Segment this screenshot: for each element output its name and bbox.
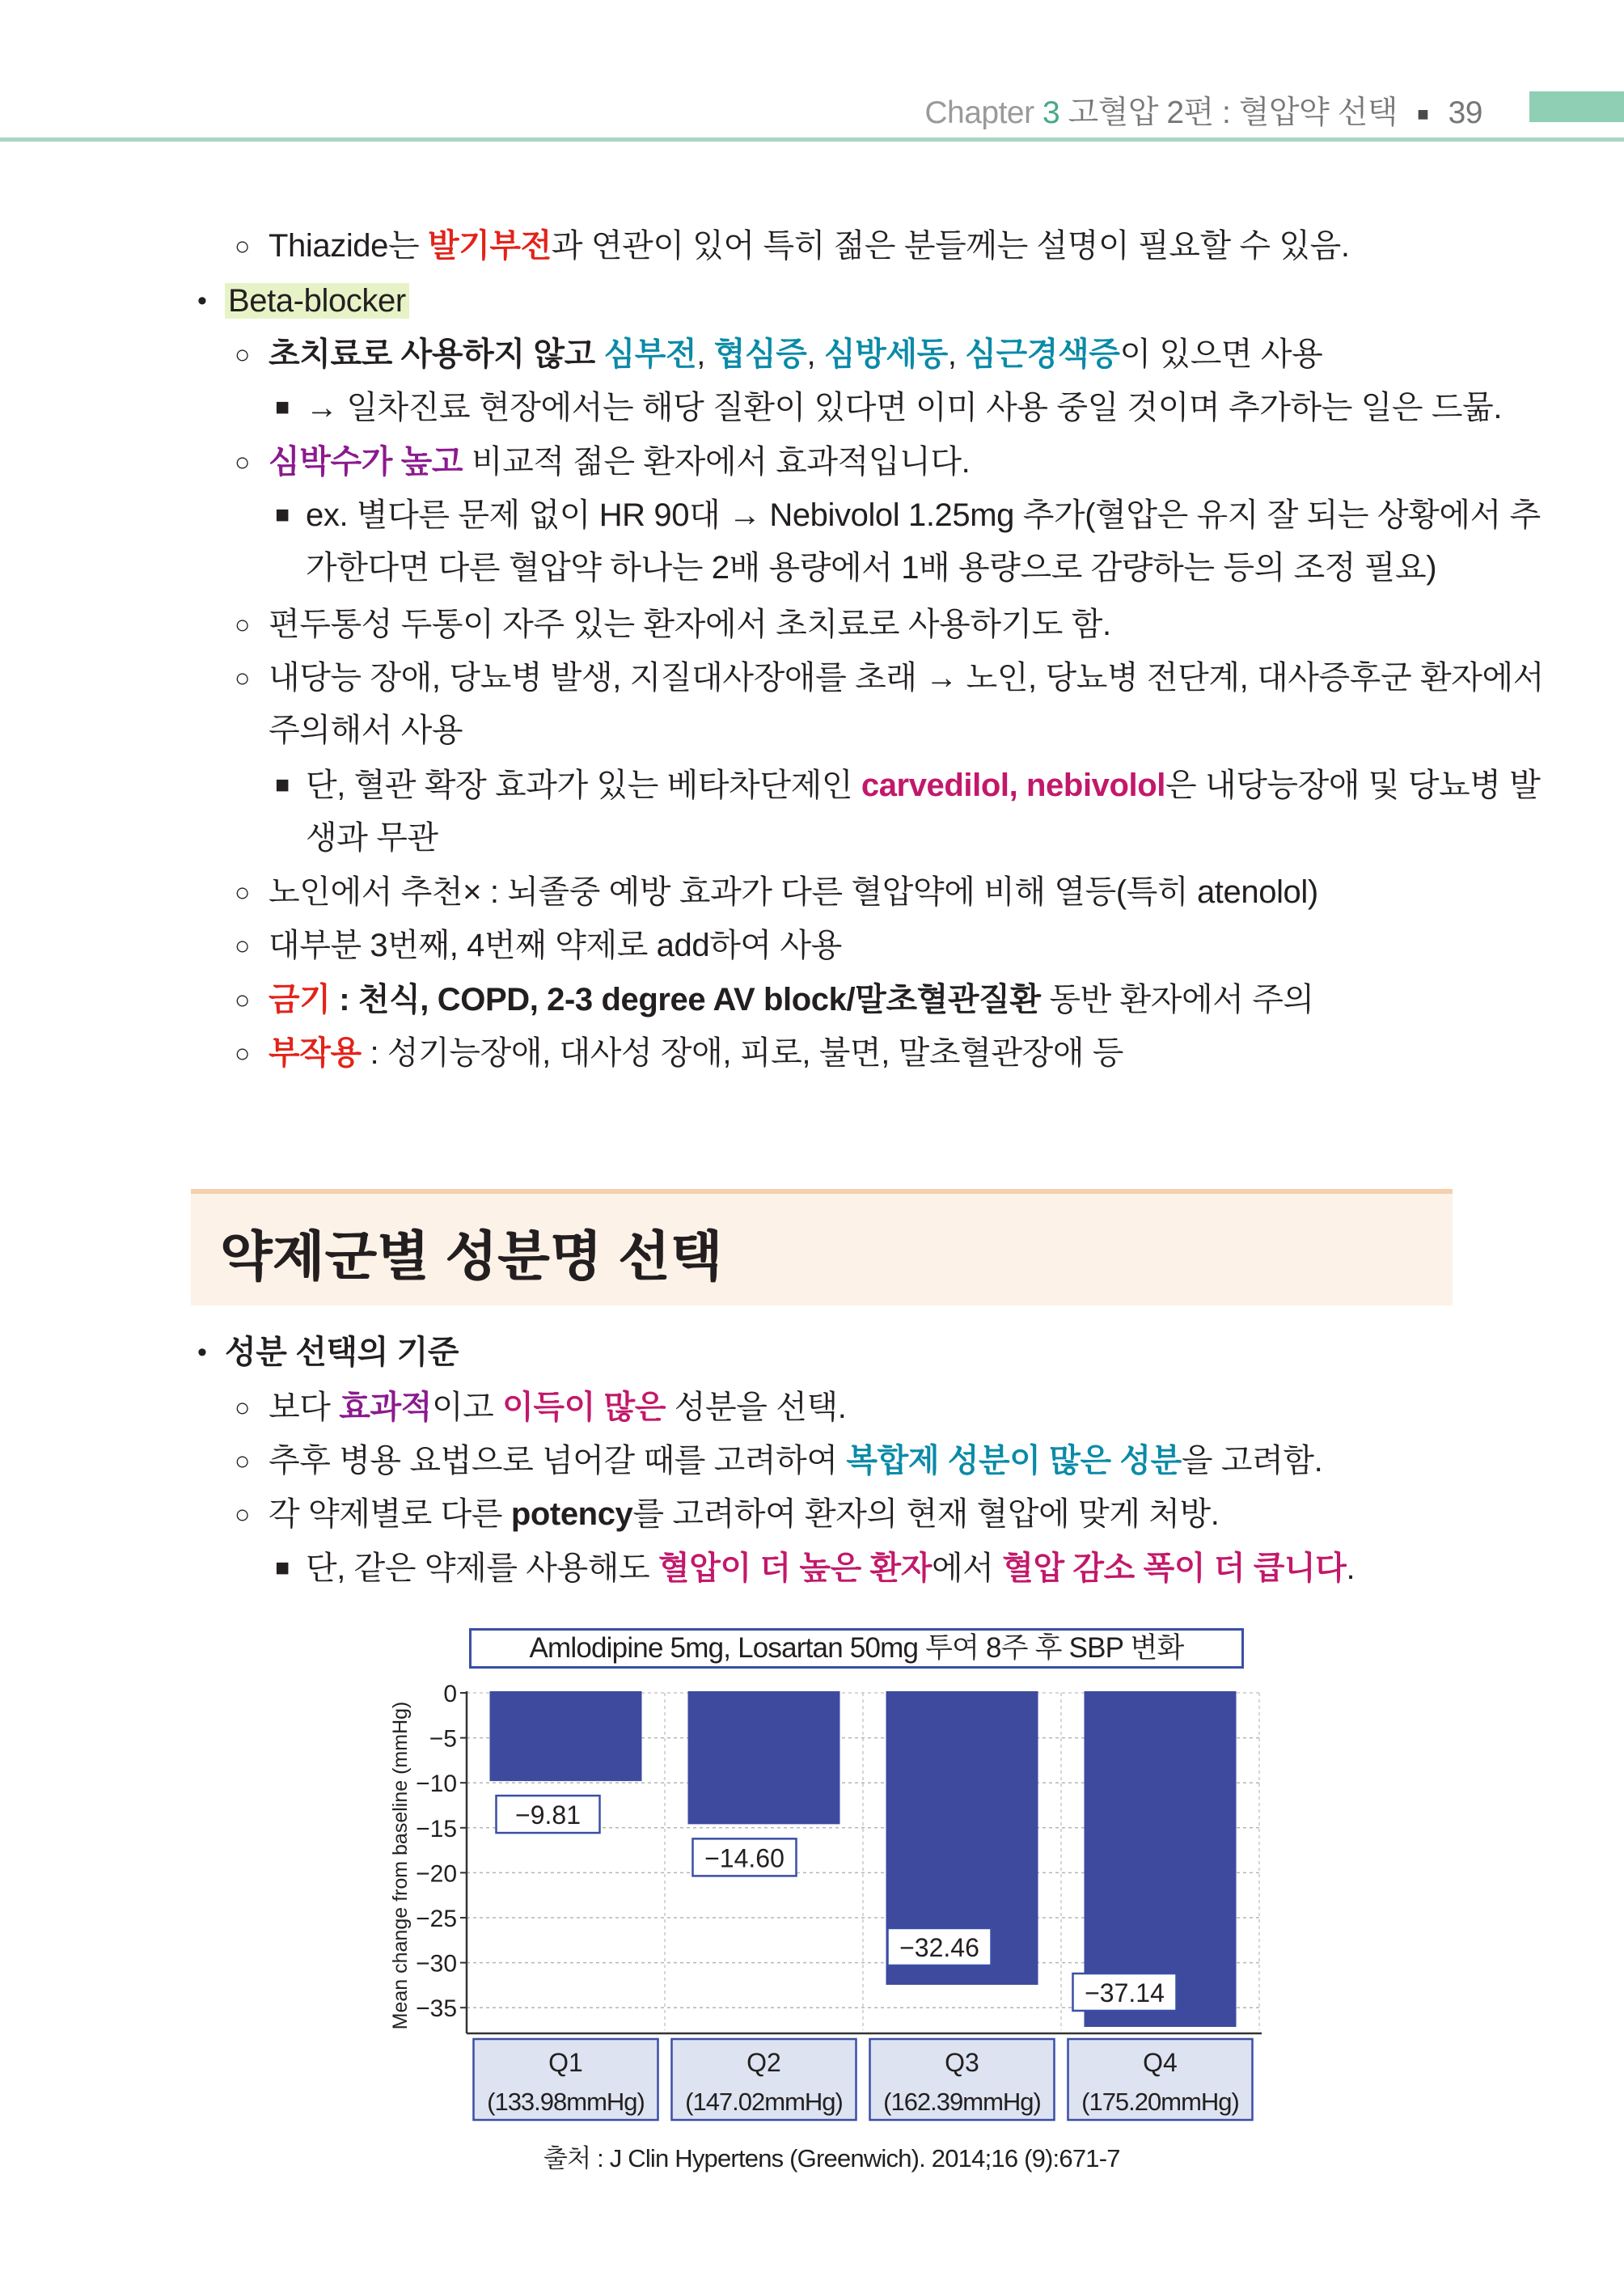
bar-q1 bbox=[490, 1691, 642, 1781]
list-item-continued: 생과 무관 bbox=[306, 820, 438, 856]
data-label: −37.14 bbox=[1085, 1978, 1165, 2007]
list-item: ■ → 일차진료 현장에서는 해당 질환이 있다면 이미 사용 중일 것이며 추가하는 일은 드묾. bbox=[306, 387, 1502, 429]
list-item: ○ 추후 병용 요법으로 넘어갈 때를 고려하여 복합제 성분이 많은 성분을 고려함. bbox=[269, 1440, 1322, 1482]
data-label: −14.60 bbox=[704, 1843, 785, 1873]
circle-bullet: ○ bbox=[235, 1393, 250, 1422]
circle-bullet: ○ bbox=[235, 878, 250, 907]
circle-bullet: ○ bbox=[235, 1446, 250, 1475]
chapter-tab bbox=[1529, 91, 1624, 122]
circle-bullet: ○ bbox=[235, 447, 250, 476]
circle-bullet: ○ bbox=[235, 931, 250, 960]
beta-blocker-heading: Beta-blocker bbox=[225, 283, 409, 319]
circle-bullet: ○ bbox=[235, 340, 250, 369]
list-item: • 성분 선택의 기준 bbox=[225, 1331, 459, 1373]
x-tick-sublabel: (133.98mmHg) bbox=[487, 2088, 645, 2116]
chapter-title: 고혈압 2편 : 혈압약 선택 bbox=[1068, 95, 1398, 130]
square-bullet: ■ bbox=[275, 772, 290, 798]
bar-chart bbox=[388, 1626, 1278, 2192]
square-bullet: ■ bbox=[275, 394, 290, 421]
y-tick-label: −5 bbox=[429, 1725, 457, 1753]
circle-bullet: ○ bbox=[235, 231, 250, 260]
list-item: ○ 초치료로 사용하지 않고 심부전, 협심증, 심방세동, 심근경색증이 있으면 사용 bbox=[269, 333, 1322, 375]
list-item-continued: 가한다면 다른 혈압약 하나는 2배 용량에서 1배 용량으로 감량하는 등의 조정 필요) bbox=[306, 550, 1437, 586]
list-item: ○ 부작용 : 성기능장애, 대사성 장애, 피로, 불면, 말초혈관장애 등 bbox=[269, 1032, 1123, 1074]
dot-bullet: • bbox=[197, 1337, 207, 1368]
x-tick-label: Q1 bbox=[548, 2048, 583, 2077]
dot-bullet: • bbox=[197, 286, 207, 316]
circle-bullet: ○ bbox=[235, 985, 250, 1014]
y-tick-label: −15 bbox=[416, 1815, 457, 1842]
chapter-number: 3 bbox=[1042, 95, 1060, 130]
y-tick-label: −25 bbox=[416, 1906, 457, 1932]
circle-bullet: ○ bbox=[235, 663, 250, 692]
source-citation: 출처 : J Clin Hypertens (Greenwich). 2014;16 (9):671-7 bbox=[543, 2144, 1120, 2172]
list-item: ○ 내당능 장애, 당뇨병 발생, 지질대사장애를 초래 → 노인, 당뇨병 전단계, 대사증후군 환자에서 bbox=[269, 657, 1544, 699]
list-item: ■ 단, 혈관 확장 효과가 있는 베타차단제인 carvedilol, nebivolol은 내당능장애 및 당뇨병 발 bbox=[306, 764, 1541, 806]
y-axis-label: Mean change from baseline (mmHg) bbox=[389, 1701, 412, 2030]
data-label: −32.46 bbox=[899, 1932, 979, 1962]
page-number: 39 bbox=[1448, 95, 1482, 130]
list-item: ○ 각 약제별로 다른 potency를 고려하여 환자의 현재 혈압에 맞게 처방. bbox=[269, 1493, 1219, 1535]
x-tick-label: Q3 bbox=[945, 2048, 979, 2077]
list-item: ○ 금기 : 천식, COPD, 2-3 degree AV block/말초혈관질환 동반 환자에서 주의 bbox=[269, 979, 1314, 1021]
list-item: ■ ex. 별다른 문제 없이 HR 90대 → Nebivolol 1.25mg 추가(혈압은 유지 잘 되는 상황에서 추 bbox=[306, 494, 1541, 536]
list-item: ○ Thiazide는 발기부전과 연관이 있어 특히 젊은 분들께는 설명이 필요할 수 있음. bbox=[269, 225, 1350, 267]
x-tick-label: Q2 bbox=[746, 2048, 781, 2077]
list-item: ○ 편두통성 두통이 자주 있는 환자에서 초치료로 사용하기도 함. bbox=[269, 603, 1111, 645]
square-bullet: ■ bbox=[275, 1555, 290, 1581]
page-header bbox=[0, 0, 1624, 146]
data-label: −9.81 bbox=[515, 1800, 581, 1830]
list-item bbox=[197, 280, 409, 322]
y-tick-label: −10 bbox=[416, 1771, 457, 1798]
chapter-label: Chapter bbox=[924, 95, 1034, 130]
x-tick-sublabel: (175.20mmHg) bbox=[1081, 2088, 1239, 2116]
y-tick-label: −35 bbox=[416, 1995, 457, 2023]
header-separator: ■ bbox=[1417, 103, 1429, 125]
y-tick-label: −30 bbox=[416, 1950, 457, 1978]
sbp-change-chart bbox=[388, 1626, 1278, 2192]
section-header bbox=[191, 1189, 1453, 1305]
list-item: ■ 단, 같은 약제를 사용해도 혈압이 더 높은 환자에서 혈압 감소 폭이 더 큽니다. bbox=[306, 1547, 1355, 1589]
list-item: ○ 노인에서 추천× : 뇌졸중 예방 효과가 다른 혈압약에 비해 열등(특히 atenolol) bbox=[269, 871, 1318, 913]
y-tick-label: −20 bbox=[416, 1860, 457, 1888]
x-tick-sublabel: (147.02mmHg) bbox=[685, 2088, 843, 2116]
running-header bbox=[924, 87, 1482, 133]
circle-bullet: ○ bbox=[235, 1500, 250, 1529]
circle-bullet: ○ bbox=[235, 1039, 250, 1068]
y-tick-label: 0 bbox=[443, 1681, 457, 1707]
list-item: ○ 보다 효과적이고 이득이 많은 성분을 선택. bbox=[269, 1386, 846, 1428]
header-rule bbox=[0, 137, 1624, 142]
bar-q2 bbox=[688, 1691, 840, 1824]
list-item: ○ 심박수가 높고 비교적 젊은 환자에서 효과적입니다. bbox=[269, 441, 970, 483]
chart-title: Amlodipine 5mg, Losartan 50mg 투여 8주 후 SBP 변화 bbox=[469, 1628, 1244, 1669]
x-tick-sublabel: (162.39mmHg) bbox=[883, 2088, 1041, 2116]
list-item-continued: 주의해서 사용 bbox=[269, 713, 463, 748]
section-title: 약제군별 성분명 선택 bbox=[220, 1226, 723, 1286]
x-tick-label: Q4 bbox=[1143, 2048, 1178, 2077]
list-item: ○ 대부분 3번째, 4번째 약제로 add하여 사용 bbox=[269, 924, 842, 967]
circle-bullet: ○ bbox=[235, 610, 250, 639]
square-bullet: ■ bbox=[275, 501, 290, 528]
